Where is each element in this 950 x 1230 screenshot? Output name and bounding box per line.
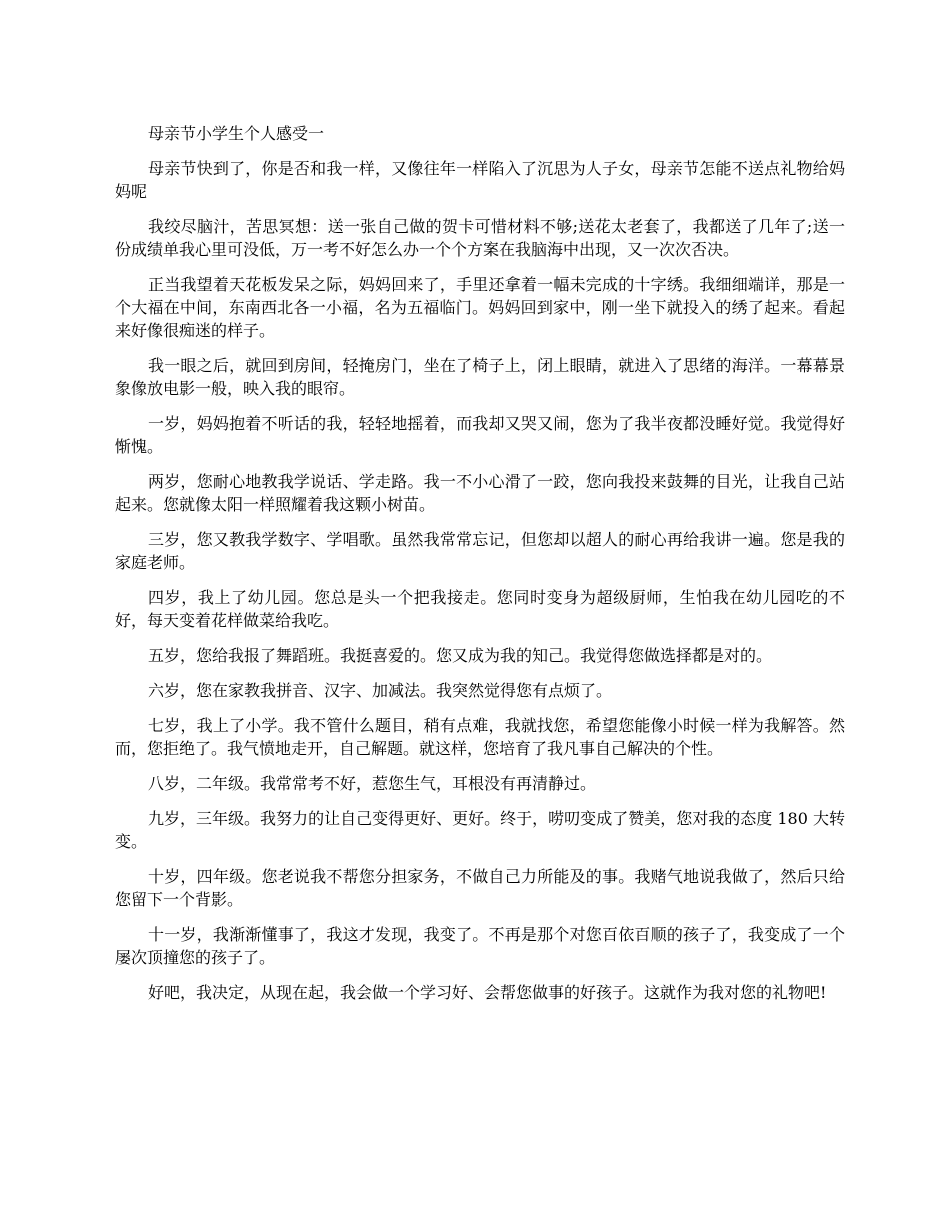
paragraph-11: 七岁，我上了小学。我不管什么题目，稍有点难，我就找您，希望您能像小时候一样为我解答。然而，您拒绝了。我气愤地走开，自己解题。就这样，您培育了我凡事自己解决的个性。: [115, 716, 845, 758]
paragraph-3: 正当我望着天花板发呆之际，妈妈回来了，手里还拿着一幅未完成的十字绣。我细细端详，那是一个大福在中间，东南西北各一小福，名为五福临门。妈妈回到家中，刚一坐下就投入的绣了起来。看起来好像很痴迷的样子。: [115, 275, 845, 340]
paragraph-2: 我绞尽脑汁，苦思冥想：送一张自己做的贺卡可惜材料不够;送花太老套了，我都送了几年了;送一份成绩单我心里可没低，万一考不好怎么办一个个方案在我脑海中出现，又一次次否决。: [115, 217, 845, 259]
document-page: [115, 122, 845, 1016]
paragraph-15: 十一岁，我渐渐懂事了，我这才发现，我变了。不再是那个对您百依百顺的孩子了，我变成了一个屡次顶撞您的孩子了。: [115, 925, 845, 967]
paragraph-1: 母亲节快到了，你是否和我一样，又像往年一样陷入了沉思为人子女，母亲节怎能不送点礼物给妈妈呢: [115, 159, 845, 201]
paragraph-6: 两岁，您耐心地教我学说话、学走路。我一不小心滑了一跤，您向我投来鼓舞的目光，让我自己站起来。您就像太阳一样照耀着我这颗小树苗。: [115, 472, 845, 514]
paragraph-7: 三岁，您又教我学数字、学唱歌。虽然我常常忘记，但您却以超人的耐心再给我讲一遍。您是我的家庭老师。: [115, 530, 845, 572]
paragraph-8: 四岁，我上了幼儿园。您总是头一个把我接走。您同时变身为超级厨师，生怕我在幼儿园吃的不好，每天变着花样做菜给我吃。: [115, 588, 845, 630]
paragraph-14: 十岁，四年级。您老说我不帮您分担家务，不做自己力所能及的事。我赌气地说我做了，然后只给您留下一个背影。: [115, 867, 845, 909]
paragraph-12: 八岁，二年级。我常常考不好，惹您生气，耳根没有再清静过。: [148, 774, 597, 793]
paragraph-10: 六岁，您在家教我拼音、汉字、加减法。我突然觉得您有点烦了。: [148, 681, 613, 700]
document-title: 母亲节小学生个人感受一: [148, 124, 325, 143]
paragraph-4: 我一眼之后，就回到房间，轻掩房门，坐在了椅子上，闭上眼睛，就进入了思绪的海洋。一幕幕景象像放电影一般，映入我的眼帘。: [115, 356, 845, 398]
paragraph-16: 好吧，我决定，从现在起，我会做一个学习好、会帮您做事的好孩子。这就作为我对您的礼物吧!: [148, 983, 827, 1002]
paragraph-5: 一岁，妈妈抱着不听话的我，轻轻地摇着，而我却又哭又闹，您为了我半夜都没睡好觉。我觉得好惭愧。: [115, 414, 845, 456]
paragraph-9: 五岁，您给我报了舞蹈班。我挺喜爱的。您又成为我的知己。我觉得您做选择都是对的。: [148, 646, 773, 665]
paragraph-13: 九岁，三年级。我努力的让自己变得更好、更好。终于，唠叨变成了赞美，您对我的态度 180 大转变。: [115, 809, 845, 851]
